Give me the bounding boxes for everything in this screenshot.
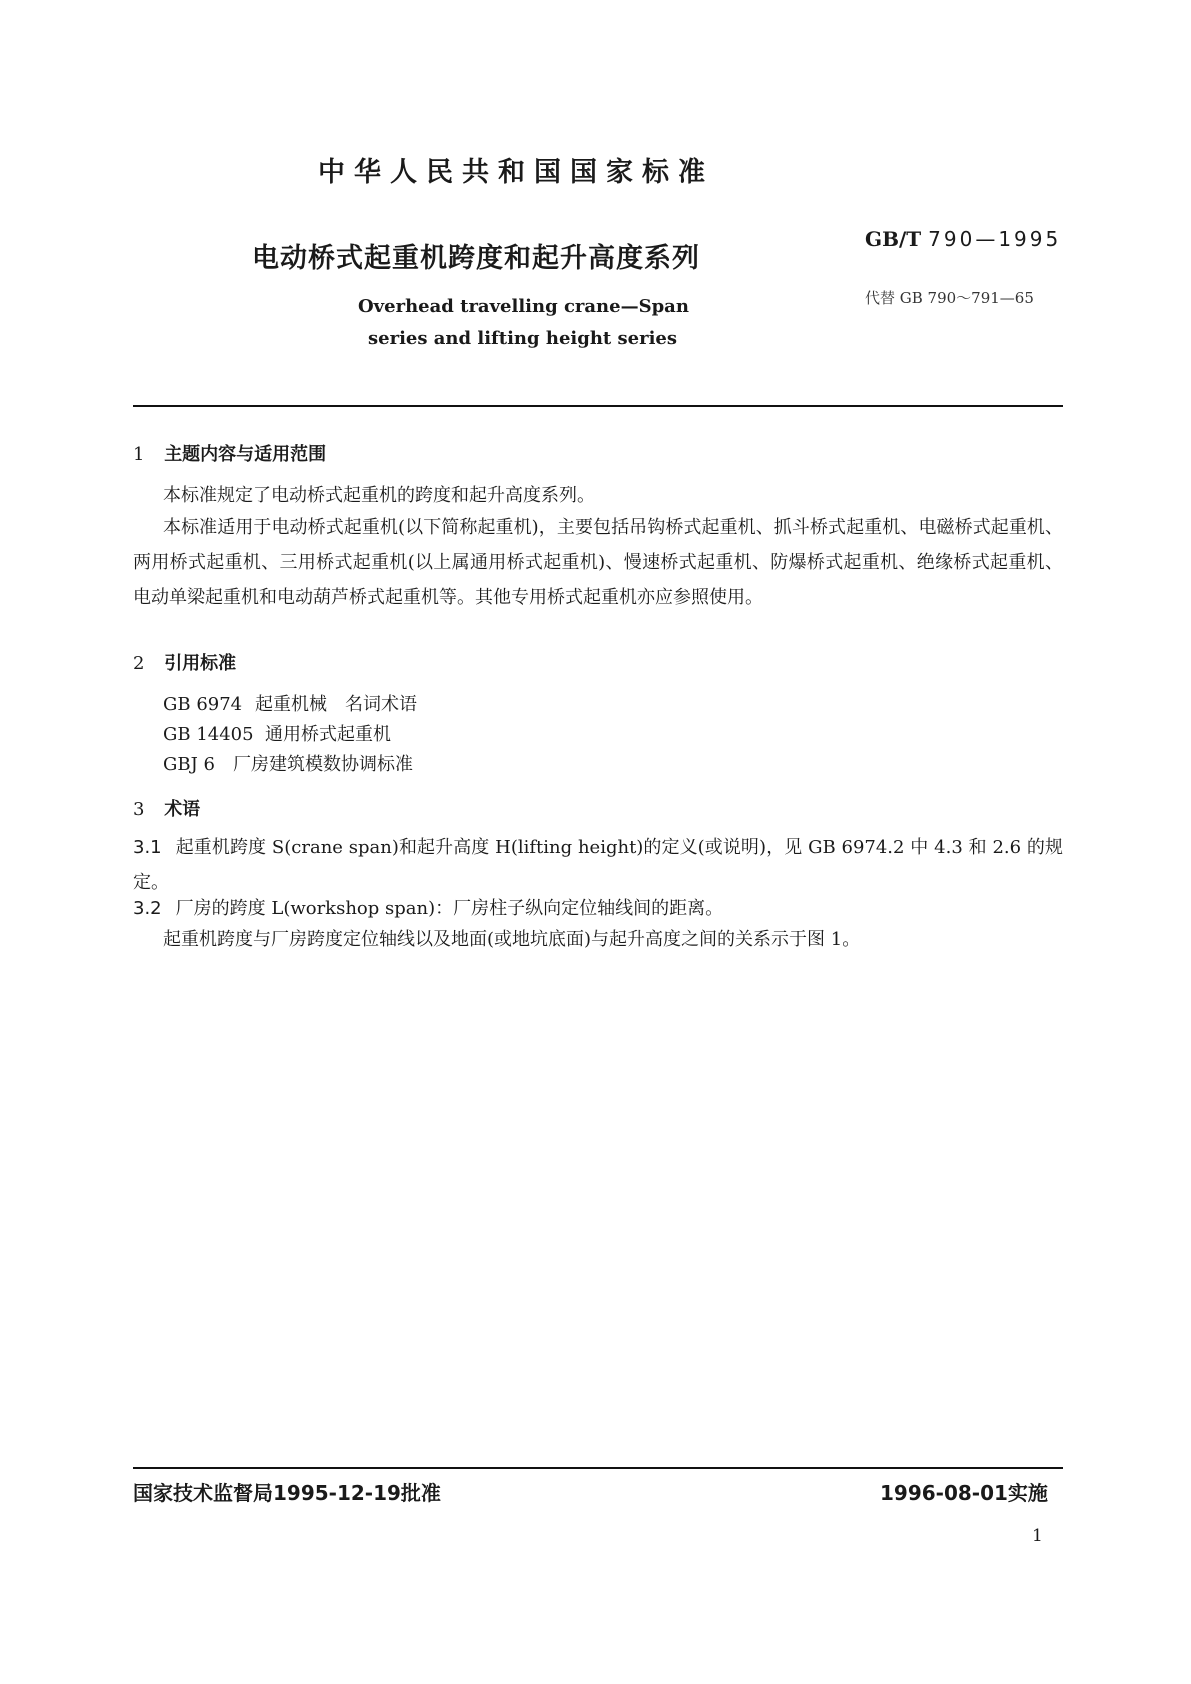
clause-3-1-text: 起重机跨度 S(crane span)和起升高度 H(lifting height)的定义(或说明)，见 GB 6974.2 中 4.3 和 2.6 的规定。 xyxy=(133,837,1063,893)
reference-code: GB 6974 xyxy=(163,694,243,715)
clause-3-1 xyxy=(133,830,1063,900)
reference-code: GBJ 6 xyxy=(163,754,215,775)
standard-title-en-line1: Overhead travelling crane—Span xyxy=(358,296,689,317)
section-2-title: 引用标准 xyxy=(164,653,237,674)
reference-name: 起重机械 名词术语 xyxy=(255,694,417,715)
footer-divider xyxy=(133,1467,1063,1469)
standard-title-en-line2: series and lifting height series xyxy=(368,328,677,349)
reference-name: 通用桥式起重机 xyxy=(265,724,391,745)
approval-date: 国家技术监督局1995-12-19批准 xyxy=(133,1481,441,1505)
section-1-para-2: 本标准适用于电动桥式起重机(以下简称起重机)，主要包括吊钩桥式起重机、抓斗桥式起重机、电磁桥式起重机、两用桥式起重机、三用桥式起重机(以上属通用桥式起重机)、慢速桥式起重机、防爆桥式起重机、绝缘桥式起重机、电动单梁起重机和电动葫芦桥式起重机等。其他专用桥式起重机亦应参照使用。 xyxy=(133,517,1063,608)
section-2-heading xyxy=(133,649,236,675)
clause-3-2-note: 起重机跨度与厂房跨度定位轴线以及地面(或地坑底面)与起升高度之间的关系示于图 1。 xyxy=(163,929,861,950)
reference-code: GB 14405 xyxy=(163,724,254,745)
section-3-number: 3 xyxy=(133,799,145,820)
replaces-note: 代替 GB 790～791—65 xyxy=(865,289,1034,307)
clause-3-2-number: 3.2 xyxy=(133,898,162,919)
section-3-title: 术语 xyxy=(164,799,201,820)
section-1-title: 主题内容与适用范围 xyxy=(164,444,327,465)
clause-3-2-text: 厂房的跨度 L(workshop span)：厂房柱子纵向定位轴线间的距离。 xyxy=(175,898,724,919)
page-number: 1 xyxy=(1032,1526,1043,1546)
standard-prefix: GB/T xyxy=(865,227,922,251)
section-1-number: 1 xyxy=(133,444,145,465)
implementation-date: 1996-08-01实施 xyxy=(880,1481,1048,1505)
standard-code: 790—1995 xyxy=(928,227,1062,251)
clause-3-2 xyxy=(133,891,723,926)
issuing-org-heading: 中华人民共和国国家标准 xyxy=(318,157,714,188)
reference-item xyxy=(163,720,391,746)
section-1-heading xyxy=(133,440,326,466)
reference-name: 厂房建筑模数协调标准 xyxy=(233,754,413,775)
standard-number xyxy=(865,227,1061,251)
section-3-heading xyxy=(133,795,200,821)
clause-3-1-number: 3.1 xyxy=(133,837,162,858)
section-1-para-1: 本标准规定了电动桥式起重机的跨度和起升高度系列。 xyxy=(163,485,595,506)
reference-item xyxy=(163,690,417,716)
header-divider xyxy=(133,405,1063,407)
standard-title-zh: 电动桥式起重机跨度和起升高度系列 xyxy=(252,243,700,274)
section-2-number: 2 xyxy=(133,653,145,674)
reference-item xyxy=(163,750,413,776)
